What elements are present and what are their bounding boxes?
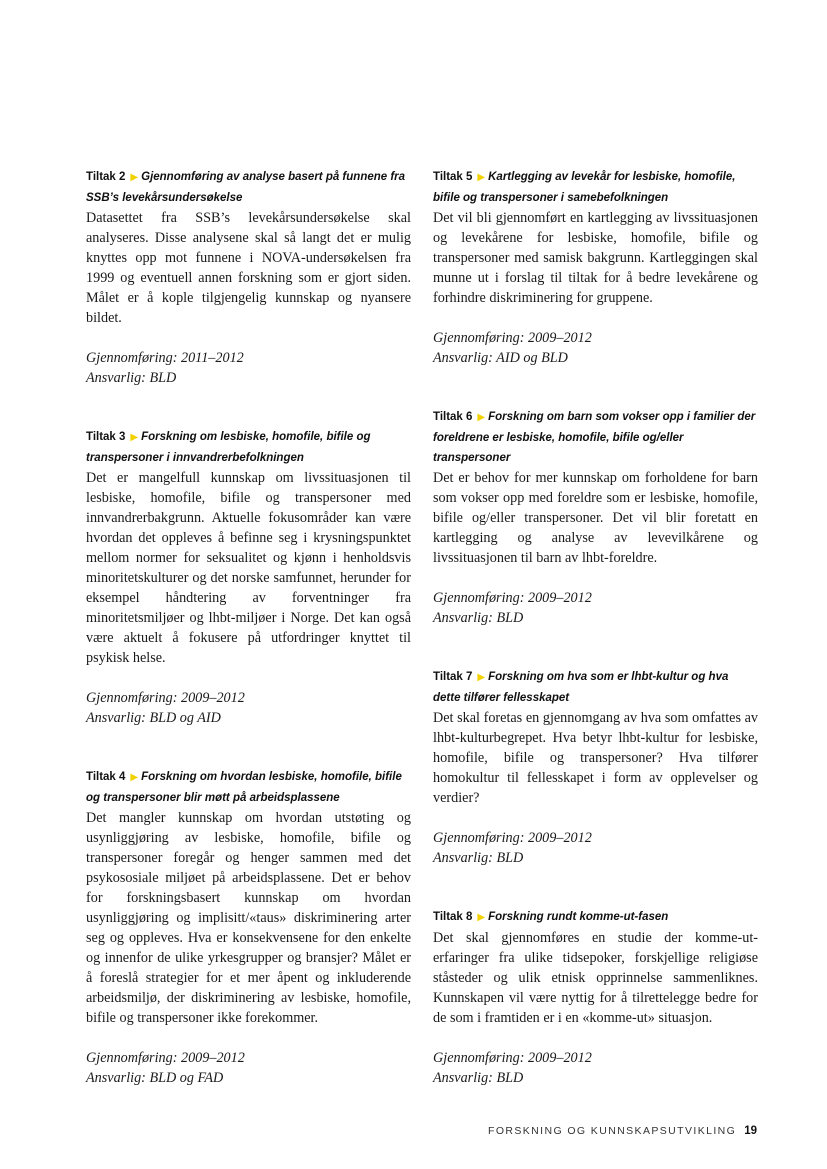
- tiltak-gjennomforing: Gjennomføring: 2009–2012: [433, 1050, 592, 1066]
- tiltak-ansvarlig: Ansvarlig: BLD: [433, 610, 524, 626]
- tiltak-number: Tiltak 7: [433, 671, 473, 683]
- tiltak-6: [433, 407, 758, 628]
- tiltak-body: Det mangler kunnskap om hvordan utstøting og usynliggjøring av lesbiske, homofile, bifile og transpersoner foregår og henger sammen med det psykososiale miljøet på arbeidsplassene. Det er behov for forskningsbasert kunnskap om hvordan usynliggjøring og implisitt/«taus» diskriminering arter seg og oppleves. Hva er konsekvensene for den enkelte og innenfor de ulike yrkesgrupper og bransjer? Målet er å foreslå strategier for et mer åpent og inkluderende arbeidsmiljø, der diskriminering av lesbiske, homofile, bifile og transpersoner ikke forekommer.: [86, 810, 411, 1026]
- tiltak-title: Forskning om barn som vokser opp i familier der foreldrene er lesbiske, homofile, bifile og/eller transpersoner: [433, 411, 756, 464]
- tiltak-body: Det skal foretas en gjennomgang av hva som omfattes av lhbt-kulturbegrepet. Hva betyr lhbt-kultur for lesbiske, homofile, bifile og transpersoner? Hva tilfører homokultur til fellesskapet i form av opplevelser og verdier?: [433, 710, 758, 806]
- tiltak-meta: [86, 1048, 411, 1088]
- tiltak-3: [86, 427, 411, 728]
- tiltak-body: Det er mangelfull kunnskap om livssituasjonen til lesbiske, homofile, bifile og transpersoner med innvandrerbakgrunn. Aktuelle fokusområder kan være hvordan det oppleves å befinne seg i krysningspunktet mellom normer for seksualitet og kjønn i henholdsvis minoritetskulturer og det norske samfunnet, herunder for eksempel håndtering av forventninger fra minoritetsmiljøer og lhbt-miljøer i Norge. Det kan også være aktuelt å fokusere på utfordringer knyttet til psykisk helse.: [86, 470, 411, 666]
- arrow-icon: ▶: [477, 672, 486, 683]
- tiltak-number: Tiltak 3: [86, 431, 126, 443]
- tiltak-number: Tiltak 5: [433, 171, 473, 183]
- tiltak-ansvarlig: Ansvarlig: BLD: [433, 1070, 524, 1086]
- tiltak-heading: [86, 167, 411, 208]
- arrow-icon: ▶: [130, 772, 139, 783]
- tiltak-ansvarlig: Ansvarlig: BLD: [86, 370, 177, 386]
- tiltak-title: Forskning om hva som er lhbt-kultur og hva dette tilfører fellesskapet: [433, 671, 729, 704]
- arrow-icon: ▶: [477, 412, 486, 423]
- right-column: [433, 167, 758, 1088]
- tiltak-gjennomforing: Gjennomføring: 2009–2012: [86, 1050, 245, 1066]
- tiltak-ansvarlig: Ansvarlig: BLD: [433, 850, 524, 866]
- tiltak-gjennomforing: Gjennomføring: 2009–2012: [433, 590, 592, 606]
- tiltak-meta: [433, 828, 758, 868]
- page-number: 19: [744, 1125, 757, 1137]
- tiltak-gjennomforing: Gjennomføring: 2009–2012: [433, 330, 592, 346]
- arrow-icon: ▶: [130, 432, 139, 443]
- tiltak-meta: [433, 588, 758, 628]
- tiltak-7: [433, 667, 758, 868]
- tiltak-title: Kartlegging av levekår for lesbiske, homofile, bifile og transpersoner i samebefolkningen: [433, 171, 736, 204]
- tiltak-gjennomforing: Gjennomføring: 2011–2012: [86, 350, 244, 366]
- tiltak-heading: [86, 767, 411, 808]
- tiltak-number: Tiltak 2: [86, 171, 126, 183]
- tiltak-heading: [433, 907, 758, 928]
- tiltak-number: Tiltak 8: [433, 911, 473, 923]
- arrow-icon: ▶: [477, 172, 486, 183]
- tiltak-title: Forskning om lesbiske, homofile, bifile og transpersoner i innvandrerbefolkningen: [86, 431, 371, 464]
- tiltak-4: [86, 767, 411, 1088]
- tiltak-heading: [433, 167, 758, 208]
- tiltak-title: Forskning om hvordan lesbiske, homofile, bifile og transpersoner blir møtt på arbeidsplassene: [86, 771, 402, 804]
- tiltak-meta: [433, 328, 758, 368]
- tiltak-gjennomforing: Gjennomføring: 2009–2012: [86, 690, 245, 706]
- tiltak-heading: [86, 427, 411, 468]
- tiltak-8: [433, 907, 758, 1088]
- tiltak-heading: [433, 407, 758, 468]
- tiltak-body: Det vil bli gjennomført en kartlegging av livssituasjonen og levekårene for lesbiske, homofile, bifile og transpersoner med samisk bakgrunn. Kartleggingen skal munne ut i forslag til tiltak for å bedre levekårene og forhindre diskriminering for gruppene.: [433, 210, 758, 306]
- tiltak-heading: [433, 667, 758, 708]
- tiltak-body: Datasettet fra SSB’s levekårsundersøkelse skal analyseres. Disse analysene skal så langt det er mulig knyttes opp mot funnene i NOVA-undersøkelsen fra 1999 og eventuell annen forskning som er gjort siden. Målet er å kople tilgjengelig kunnskap og nyansere bildet.: [86, 210, 411, 326]
- tiltak-5: [433, 167, 758, 368]
- left-column: [86, 167, 411, 1088]
- tiltak-body: Det skal gjennomføres en studie der komme-ut-erfaringer fra ulike tidsepoker, forskjellige religiøse ståsteder og ulik etnisk opprinnelse sammenliknes. Kunnskapen vil være nyttig for å tilrettelegge bedre for de som i framtiden er i en «komme-ut» situasjon.: [433, 930, 758, 1026]
- tiltak-ansvarlig: Ansvarlig: BLD og AID: [86, 710, 221, 726]
- tiltak-number: Tiltak 4: [86, 771, 126, 783]
- arrow-icon: ▶: [477, 912, 486, 923]
- footer-section-title: FORSKNING OG KUNNSKAPSUTVIKLING: [488, 1125, 737, 1137]
- tiltak-meta: [86, 688, 411, 728]
- tiltak-title: Gjennomføring av analyse basert på funnene fra SSB’s levekårsundersøkelse: [86, 171, 406, 204]
- page-footer: [488, 1125, 757, 1137]
- tiltak-2: [86, 167, 411, 388]
- tiltak-meta: [86, 348, 411, 388]
- tiltak-number: Tiltak 6: [433, 411, 473, 423]
- tiltak-ansvarlig: Ansvarlig: AID og BLD: [433, 350, 568, 366]
- arrow-icon: ▶: [130, 172, 139, 183]
- tiltak-gjennomforing: Gjennomføring: 2009–2012: [433, 830, 592, 846]
- tiltak-title: Forskning rundt komme-ut-fasen: [488, 911, 669, 923]
- tiltak-ansvarlig: Ansvarlig: BLD og FAD: [86, 1070, 224, 1086]
- tiltak-meta: [433, 1048, 758, 1088]
- tiltak-body: Det er behov for mer kunnskap om forholdene for barn som vokser opp med foreldre som er lesbiske, homofile, bifile og/eller transpersoner. Det vil blir foretatt en kartlegging og analyse av levevilkårene og livssituasjonen til barn av lhbt-foreldre.: [433, 470, 758, 566]
